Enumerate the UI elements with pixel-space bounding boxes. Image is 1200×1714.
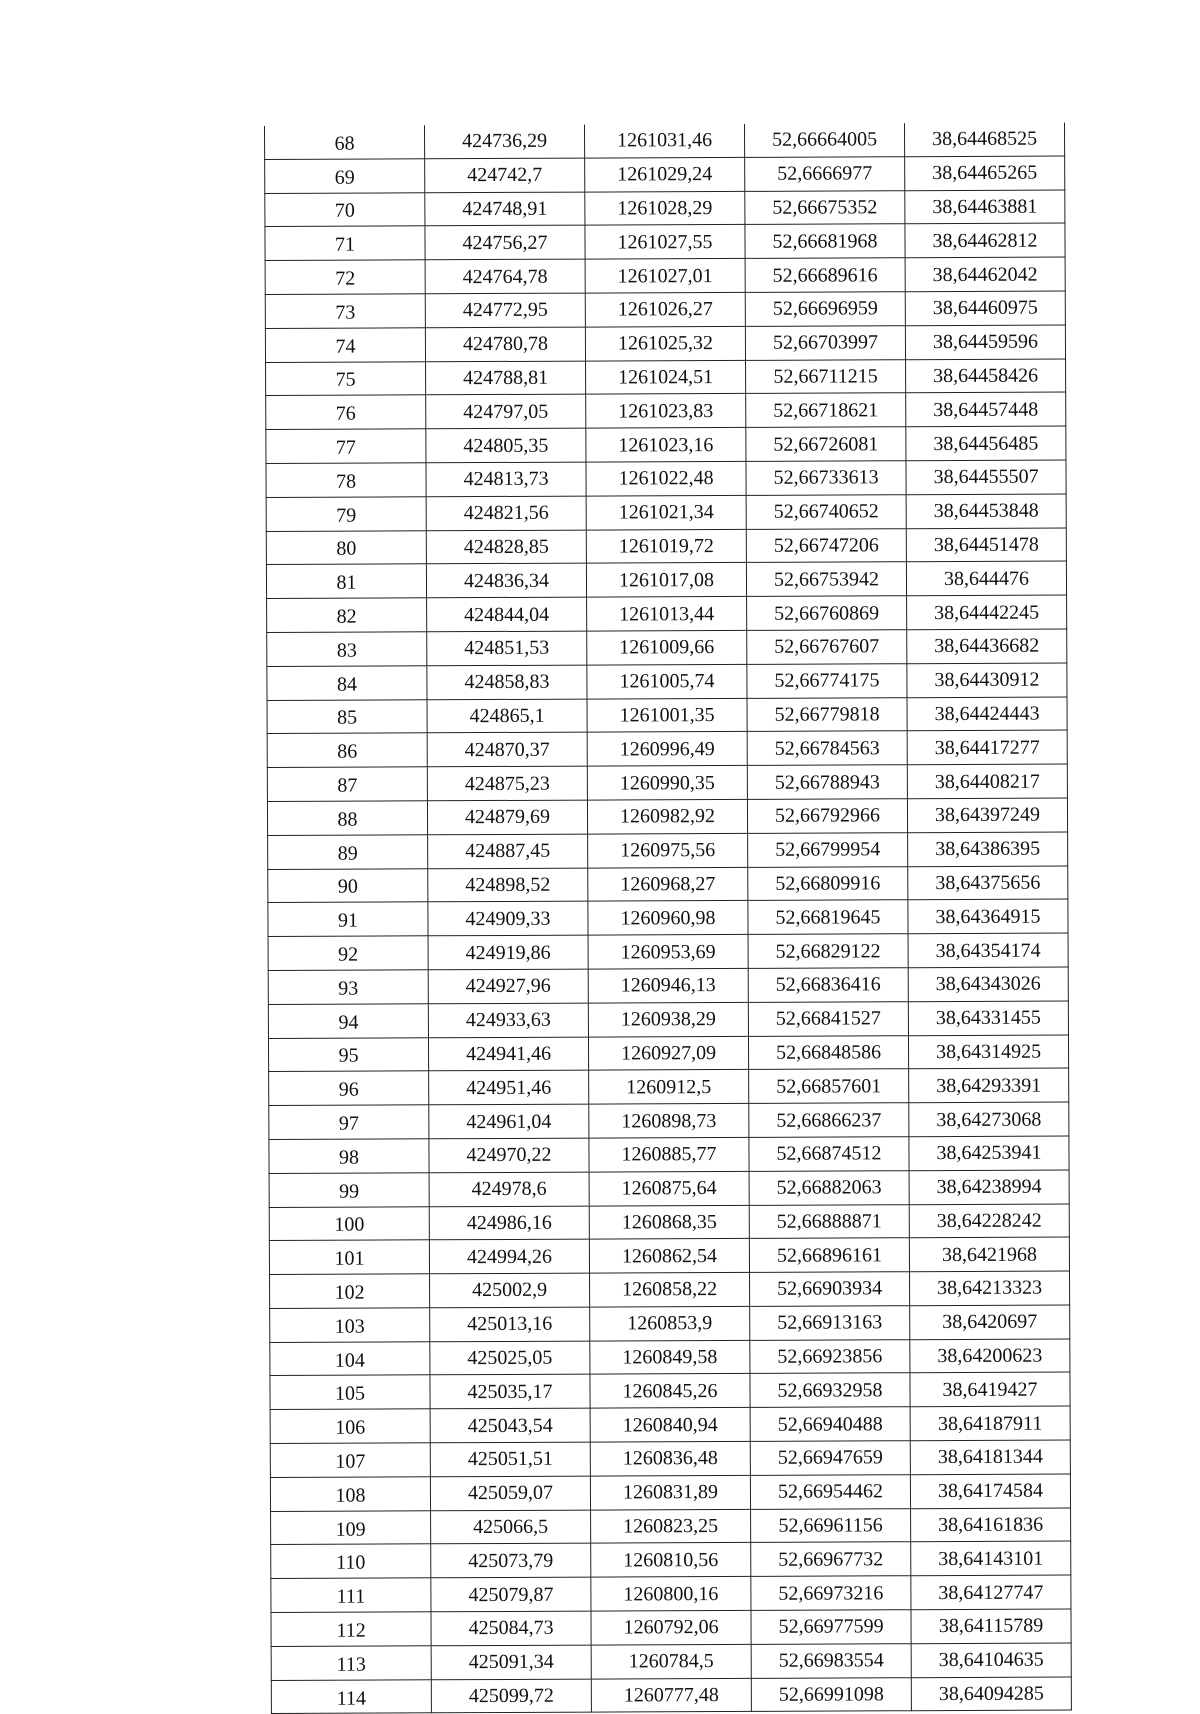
point-number-cell: 102 bbox=[270, 1274, 430, 1308]
table-row bbox=[268, 832, 1068, 869]
x-coordinate-cell: 424772,95 bbox=[425, 293, 585, 327]
longitude-cell: 38,644476 bbox=[906, 561, 1066, 595]
x-coordinate-cell: 425051,51 bbox=[430, 1442, 590, 1476]
y-coordinate-cell: 1261027,55 bbox=[585, 225, 745, 259]
latitude-cell: 52,66932958 bbox=[750, 1373, 910, 1407]
latitude-cell: 52,66733613 bbox=[746, 461, 906, 495]
table-row bbox=[269, 1203, 1069, 1240]
point-number-cell: 100 bbox=[269, 1206, 429, 1240]
table-row bbox=[265, 291, 1065, 328]
latitude-cell: 52,66718621 bbox=[746, 393, 906, 427]
table-row bbox=[268, 1035, 1068, 1072]
longitude-cell: 38,64314925 bbox=[908, 1035, 1068, 1069]
y-coordinate-cell: 1261026,27 bbox=[585, 292, 745, 326]
latitude-cell: 52,66973216 bbox=[751, 1576, 911, 1610]
longitude-cell: 38,64181344 bbox=[910, 1440, 1070, 1474]
x-coordinate-cell: 425099,72 bbox=[431, 1679, 591, 1713]
table-row bbox=[265, 325, 1065, 362]
point-number-cell: 81 bbox=[266, 564, 426, 598]
longitude-cell: 38,64459596 bbox=[905, 325, 1065, 359]
y-coordinate-cell: 1261005,74 bbox=[587, 664, 747, 698]
longitude-cell: 38,64397249 bbox=[907, 798, 1067, 832]
latitude-cell: 52,66675352 bbox=[745, 190, 905, 224]
x-coordinate-cell: 424986,16 bbox=[429, 1206, 589, 1240]
latitude-cell: 52,66711215 bbox=[746, 359, 906, 393]
latitude-cell: 52,66882063 bbox=[749, 1170, 909, 1204]
x-coordinate-cell: 424909,33 bbox=[428, 901, 588, 935]
point-number-cell: 92 bbox=[268, 936, 428, 970]
y-coordinate-cell: 1260912,5 bbox=[589, 1070, 749, 1104]
point-number-cell: 98 bbox=[269, 1139, 429, 1173]
latitude-cell: 52,66848586 bbox=[748, 1035, 908, 1069]
longitude-cell: 38,64468525 bbox=[904, 123, 1064, 157]
x-coordinate-cell: 424887,45 bbox=[428, 834, 588, 868]
point-number-cell: 90 bbox=[268, 868, 428, 902]
latitude-cell: 52,66664005 bbox=[744, 123, 904, 157]
longitude-cell: 38,64424443 bbox=[907, 697, 1067, 731]
table-row bbox=[270, 1339, 1070, 1376]
y-coordinate-cell: 1260868,35 bbox=[589, 1205, 749, 1239]
point-number-cell: 76 bbox=[266, 395, 426, 429]
longitude-cell: 38,64436682 bbox=[907, 629, 1067, 663]
x-coordinate-cell: 425066,5 bbox=[431, 1510, 591, 1544]
y-coordinate-cell: 1261027,01 bbox=[585, 259, 745, 293]
x-coordinate-cell: 425043,54 bbox=[430, 1408, 590, 1442]
y-coordinate-cell: 1261028,29 bbox=[585, 191, 745, 225]
table-row bbox=[267, 595, 1067, 632]
longitude-cell: 38,64161836 bbox=[911, 1508, 1071, 1542]
x-coordinate-cell: 425079,87 bbox=[431, 1577, 591, 1611]
x-coordinate-cell: 424898,52 bbox=[428, 868, 588, 902]
longitude-cell: 38,64187911 bbox=[910, 1406, 1070, 1440]
latitude-cell: 52,66977599 bbox=[751, 1610, 911, 1644]
longitude-cell: 38,6420697 bbox=[910, 1305, 1070, 1339]
table-row bbox=[267, 629, 1067, 666]
point-number-cell: 105 bbox=[270, 1375, 430, 1409]
x-coordinate-cell: 424851,53 bbox=[427, 631, 587, 665]
longitude-cell: 38,64354174 bbox=[908, 933, 1068, 967]
table-row bbox=[270, 1440, 1070, 1477]
longitude-cell: 38,64430912 bbox=[907, 663, 1067, 697]
longitude-cell: 38,64127747 bbox=[911, 1575, 1071, 1609]
latitude-cell: 52,6666977 bbox=[745, 157, 905, 191]
point-number-cell: 89 bbox=[268, 835, 428, 869]
x-coordinate-cell: 425002,9 bbox=[430, 1273, 590, 1307]
point-number-cell: 103 bbox=[270, 1308, 430, 1342]
point-number-cell: 74 bbox=[265, 328, 425, 362]
longitude-cell: 38,64462812 bbox=[905, 223, 1065, 257]
latitude-cell: 52,66836416 bbox=[748, 968, 908, 1002]
table-row bbox=[267, 663, 1067, 700]
point-number-cell: 99 bbox=[269, 1172, 429, 1206]
point-number-cell: 84 bbox=[267, 666, 427, 700]
y-coordinate-cell: 1260875,64 bbox=[589, 1171, 749, 1205]
x-coordinate-cell: 424870,37 bbox=[427, 732, 587, 766]
latitude-cell: 52,66866237 bbox=[749, 1103, 909, 1137]
longitude-cell: 38,64451478 bbox=[906, 528, 1066, 562]
y-coordinate-cell: 1260946,13 bbox=[588, 968, 748, 1002]
table-row bbox=[265, 123, 1065, 160]
latitude-cell: 52,66983554 bbox=[751, 1644, 911, 1678]
table-row bbox=[266, 460, 1066, 497]
latitude-cell: 52,66726081 bbox=[746, 427, 906, 461]
table-row bbox=[271, 1643, 1071, 1680]
point-number-cell: 91 bbox=[268, 902, 428, 936]
table-row bbox=[271, 1541, 1071, 1578]
y-coordinate-cell: 1260800,16 bbox=[591, 1577, 751, 1611]
coordinates-table-body bbox=[265, 123, 1072, 1714]
longitude-cell: 38,64273068 bbox=[909, 1102, 1069, 1136]
y-coordinate-cell: 1260975,56 bbox=[588, 833, 748, 867]
y-coordinate-cell: 1260996,49 bbox=[587, 732, 747, 766]
latitude-cell: 52,66947659 bbox=[750, 1441, 910, 1475]
point-number-cell: 87 bbox=[267, 767, 427, 801]
y-coordinate-cell: 1261023,16 bbox=[586, 428, 746, 462]
x-coordinate-cell: 424933,63 bbox=[428, 1003, 588, 1037]
y-coordinate-cell: 1260823,25 bbox=[591, 1509, 751, 1543]
point-number-cell: 79 bbox=[266, 497, 426, 531]
table-row bbox=[265, 190, 1065, 227]
x-coordinate-cell: 424788,81 bbox=[426, 361, 586, 395]
y-coordinate-cell: 1260968,27 bbox=[588, 867, 748, 901]
y-coordinate-cell: 1261009,66 bbox=[587, 630, 747, 664]
longitude-cell: 38,64463881 bbox=[905, 190, 1065, 224]
point-number-cell: 77 bbox=[266, 429, 426, 463]
y-coordinate-cell: 1260792,06 bbox=[591, 1610, 751, 1644]
longitude-cell: 38,64238994 bbox=[909, 1170, 1069, 1204]
latitude-cell: 52,66954462 bbox=[750, 1475, 910, 1509]
point-number-cell: 111 bbox=[271, 1578, 431, 1612]
table-row bbox=[268, 899, 1068, 936]
latitude-cell: 52,66788943 bbox=[747, 765, 907, 799]
longitude-cell: 38,64253941 bbox=[909, 1136, 1069, 1170]
y-coordinate-cell: 1260831,89 bbox=[590, 1475, 750, 1509]
point-number-cell: 82 bbox=[267, 598, 427, 632]
x-coordinate-cell: 424780,78 bbox=[425, 327, 585, 361]
longitude-cell: 38,64104635 bbox=[911, 1643, 1071, 1677]
x-coordinate-cell: 424919,86 bbox=[428, 935, 588, 969]
x-coordinate-cell: 424875,23 bbox=[427, 766, 587, 800]
x-coordinate-cell: 425091,34 bbox=[431, 1645, 591, 1679]
table-row bbox=[267, 798, 1067, 835]
y-coordinate-cell: 1261022,48 bbox=[586, 461, 746, 495]
table-row bbox=[266, 528, 1066, 565]
coordinates-table bbox=[264, 123, 1072, 1714]
latitude-cell: 52,66923856 bbox=[750, 1339, 910, 1373]
point-number-cell: 106 bbox=[270, 1409, 430, 1443]
x-coordinate-cell: 425013,16 bbox=[430, 1307, 590, 1341]
longitude-cell: 38,64465265 bbox=[905, 156, 1065, 190]
x-coordinate-cell: 425035,17 bbox=[430, 1375, 590, 1409]
y-coordinate-cell: 1260810,56 bbox=[591, 1543, 751, 1577]
longitude-cell: 38,64200623 bbox=[910, 1339, 1070, 1373]
latitude-cell: 52,66703997 bbox=[745, 325, 905, 359]
latitude-cell: 52,66799954 bbox=[748, 832, 908, 866]
table-row bbox=[268, 933, 1068, 970]
latitude-cell: 52,66784563 bbox=[747, 731, 907, 765]
longitude-cell: 38,64228242 bbox=[909, 1203, 1069, 1237]
latitude-cell: 52,66779818 bbox=[747, 697, 907, 731]
longitude-cell: 38,64460975 bbox=[905, 291, 1065, 325]
y-coordinate-cell: 1260982,92 bbox=[587, 799, 747, 833]
latitude-cell: 52,66857601 bbox=[749, 1069, 909, 1103]
table-row bbox=[267, 730, 1067, 767]
longitude-cell: 38,64455507 bbox=[906, 460, 1066, 494]
longitude-cell: 38,64442245 bbox=[907, 595, 1067, 629]
point-number-cell: 83 bbox=[267, 632, 427, 666]
point-number-cell: 75 bbox=[266, 361, 426, 395]
longitude-cell: 38,6421968 bbox=[909, 1237, 1069, 1271]
table-row bbox=[270, 1305, 1070, 1342]
table-row bbox=[269, 1102, 1069, 1139]
x-coordinate-cell: 424858,83 bbox=[427, 665, 587, 699]
latitude-cell: 52,66753942 bbox=[746, 562, 906, 596]
y-coordinate-cell: 1261023,83 bbox=[586, 394, 746, 428]
longitude-cell: 38,64143101 bbox=[911, 1541, 1071, 1575]
longitude-cell: 38,64386395 bbox=[908, 832, 1068, 866]
y-coordinate-cell: 1260853,9 bbox=[590, 1306, 750, 1340]
x-coordinate-cell: 424927,96 bbox=[428, 969, 588, 1003]
point-number-cell: 70 bbox=[265, 192, 425, 226]
latitude-cell: 52,66961156 bbox=[751, 1508, 911, 1542]
table-row bbox=[269, 1170, 1069, 1207]
point-number-cell: 69 bbox=[265, 159, 425, 193]
longitude-cell: 38,64094285 bbox=[911, 1677, 1071, 1711]
x-coordinate-cell: 424764,78 bbox=[425, 259, 585, 293]
longitude-cell: 38,6419427 bbox=[910, 1372, 1070, 1406]
x-coordinate-cell: 424813,73 bbox=[426, 462, 586, 496]
x-coordinate-cell: 424951,46 bbox=[429, 1070, 589, 1104]
y-coordinate-cell: 1261025,32 bbox=[585, 326, 745, 360]
x-coordinate-cell: 424879,69 bbox=[427, 800, 587, 834]
x-coordinate-cell: 425025,05 bbox=[430, 1341, 590, 1375]
table-row bbox=[265, 223, 1065, 260]
y-coordinate-cell: 1261017,08 bbox=[586, 563, 746, 597]
y-coordinate-cell: 1260858,22 bbox=[590, 1272, 750, 1306]
longitude-cell: 38,64115789 bbox=[911, 1609, 1071, 1643]
table-row bbox=[266, 359, 1066, 396]
latitude-cell: 52,66903934 bbox=[750, 1272, 910, 1306]
latitude-cell: 52,66767607 bbox=[747, 630, 907, 664]
point-number-cell: 108 bbox=[270, 1477, 430, 1511]
y-coordinate-cell: 1260840,94 bbox=[590, 1408, 750, 1442]
y-coordinate-cell: 1261021,34 bbox=[586, 495, 746, 529]
x-coordinate-cell: 424748,91 bbox=[425, 192, 585, 226]
point-number-cell: 113 bbox=[271, 1646, 431, 1680]
latitude-cell: 52,66774175 bbox=[747, 663, 907, 697]
x-coordinate-cell: 424836,34 bbox=[426, 563, 586, 597]
longitude-cell: 38,64364915 bbox=[908, 899, 1068, 933]
point-number-cell: 110 bbox=[271, 1544, 431, 1578]
point-number-cell: 78 bbox=[266, 463, 426, 497]
point-number-cell: 109 bbox=[271, 1510, 431, 1544]
table-row bbox=[268, 967, 1068, 1004]
latitude-cell: 52,66747206 bbox=[746, 528, 906, 562]
table-row bbox=[271, 1609, 1071, 1646]
latitude-cell: 52,66991098 bbox=[751, 1677, 911, 1711]
latitude-cell: 52,66792966 bbox=[747, 799, 907, 833]
y-coordinate-cell: 1260777,48 bbox=[591, 1678, 751, 1712]
latitude-cell: 52,66940488 bbox=[750, 1407, 910, 1441]
latitude-cell: 52,66967732 bbox=[751, 1542, 911, 1576]
y-coordinate-cell: 1261024,51 bbox=[586, 360, 746, 394]
table-row bbox=[268, 1001, 1068, 1038]
table-row bbox=[271, 1677, 1071, 1714]
y-coordinate-cell: 1260849,58 bbox=[590, 1340, 750, 1374]
x-coordinate-cell: 424978,6 bbox=[429, 1172, 589, 1206]
latitude-cell: 52,66874512 bbox=[749, 1137, 909, 1171]
y-coordinate-cell: 1260990,35 bbox=[587, 766, 747, 800]
point-number-cell: 101 bbox=[269, 1240, 429, 1274]
point-number-cell: 88 bbox=[267, 801, 427, 835]
y-coordinate-cell: 1260927,09 bbox=[588, 1036, 748, 1070]
point-number-cell: 71 bbox=[265, 226, 425, 260]
point-number-cell: 73 bbox=[265, 294, 425, 328]
y-coordinate-cell: 1261031,46 bbox=[584, 124, 744, 158]
table-row bbox=[271, 1575, 1071, 1612]
x-coordinate-cell: 424821,56 bbox=[426, 496, 586, 530]
table-row bbox=[269, 1136, 1069, 1173]
point-number-cell: 112 bbox=[271, 1612, 431, 1646]
table-row bbox=[266, 561, 1066, 598]
point-number-cell: 80 bbox=[266, 530, 426, 564]
longitude-cell: 38,64331455 bbox=[908, 1001, 1068, 1035]
table-row bbox=[265, 257, 1065, 294]
y-coordinate-cell: 1260960,98 bbox=[588, 901, 748, 935]
table-row bbox=[269, 1237, 1069, 1274]
y-coordinate-cell: 1260938,29 bbox=[588, 1002, 748, 1036]
y-coordinate-cell: 1260862,54 bbox=[589, 1239, 749, 1273]
y-coordinate-cell: 1260845,26 bbox=[590, 1374, 750, 1408]
x-coordinate-cell: 424844,04 bbox=[427, 597, 587, 631]
latitude-cell: 52,66829122 bbox=[748, 934, 908, 968]
point-number-cell: 94 bbox=[268, 1004, 428, 1038]
longitude-cell: 38,64375656 bbox=[908, 866, 1068, 900]
y-coordinate-cell: 1261013,44 bbox=[587, 597, 747, 631]
point-number-cell: 96 bbox=[269, 1071, 429, 1105]
x-coordinate-cell: 424961,04 bbox=[429, 1104, 589, 1138]
table-row bbox=[266, 494, 1066, 531]
table-row bbox=[265, 156, 1065, 193]
table-row bbox=[270, 1372, 1070, 1409]
y-coordinate-cell: 1260885,77 bbox=[589, 1137, 749, 1171]
table-row bbox=[270, 1406, 1070, 1443]
x-coordinate-cell: 424970,22 bbox=[429, 1138, 589, 1172]
table-row bbox=[269, 1068, 1069, 1105]
table-row bbox=[270, 1474, 1070, 1511]
table-row bbox=[266, 426, 1066, 463]
table-row bbox=[267, 764, 1067, 801]
y-coordinate-cell: 1261019,72 bbox=[586, 529, 746, 563]
x-coordinate-cell: 424736,29 bbox=[424, 125, 584, 159]
point-number-cell: 85 bbox=[267, 699, 427, 733]
y-coordinate-cell: 1260898,73 bbox=[589, 1104, 749, 1138]
point-number-cell: 107 bbox=[270, 1443, 430, 1477]
x-coordinate-cell: 424742,7 bbox=[425, 158, 585, 192]
x-coordinate-cell: 425084,73 bbox=[431, 1611, 591, 1645]
latitude-cell: 52,66760869 bbox=[747, 596, 907, 630]
longitude-cell: 38,64293391 bbox=[909, 1068, 1069, 1102]
longitude-cell: 38,64453848 bbox=[906, 494, 1066, 528]
table-row bbox=[271, 1508, 1071, 1545]
x-coordinate-cell: 424797,05 bbox=[426, 394, 586, 428]
longitude-cell: 38,64213323 bbox=[910, 1271, 1070, 1305]
longitude-cell: 38,64457448 bbox=[906, 392, 1066, 426]
y-coordinate-cell: 1260953,69 bbox=[588, 935, 748, 969]
table-row bbox=[266, 392, 1066, 429]
latitude-cell: 52,66819645 bbox=[748, 900, 908, 934]
x-coordinate-cell: 424805,35 bbox=[426, 428, 586, 462]
longitude-cell: 38,64417277 bbox=[907, 730, 1067, 764]
x-coordinate-cell: 424828,85 bbox=[426, 530, 586, 564]
point-number-cell: 95 bbox=[268, 1037, 428, 1071]
y-coordinate-cell: 1260836,48 bbox=[590, 1441, 750, 1475]
x-coordinate-cell: 424941,46 bbox=[428, 1037, 588, 1071]
longitude-cell: 38,64462042 bbox=[905, 257, 1065, 291]
longitude-cell: 38,64174584 bbox=[910, 1474, 1070, 1508]
latitude-cell: 52,66696959 bbox=[745, 292, 905, 326]
latitude-cell: 52,66740652 bbox=[746, 494, 906, 528]
x-coordinate-cell: 425073,79 bbox=[431, 1544, 591, 1578]
x-coordinate-cell: 424994,26 bbox=[429, 1239, 589, 1273]
longitude-cell: 38,64343026 bbox=[908, 967, 1068, 1001]
x-coordinate-cell: 424756,27 bbox=[425, 225, 585, 259]
x-coordinate-cell: 425059,07 bbox=[430, 1476, 590, 1510]
y-coordinate-cell: 1261029,24 bbox=[585, 157, 745, 191]
point-number-cell: 68 bbox=[265, 125, 425, 159]
latitude-cell: 52,66888871 bbox=[749, 1204, 909, 1238]
x-coordinate-cell: 424865,1 bbox=[427, 699, 587, 733]
point-number-cell: 104 bbox=[270, 1341, 430, 1375]
table-row bbox=[270, 1271, 1070, 1308]
longitude-cell: 38,64456485 bbox=[906, 426, 1066, 460]
point-number-cell: 86 bbox=[267, 733, 427, 767]
y-coordinate-cell: 1260784,5 bbox=[591, 1644, 751, 1678]
latitude-cell: 52,66809916 bbox=[748, 866, 908, 900]
table-row bbox=[268, 866, 1068, 903]
point-number-cell: 93 bbox=[268, 970, 428, 1004]
point-number-cell: 72 bbox=[265, 260, 425, 294]
latitude-cell: 52,66913163 bbox=[750, 1306, 910, 1340]
latitude-cell: 52,66689616 bbox=[745, 258, 905, 292]
latitude-cell: 52,66681968 bbox=[745, 224, 905, 258]
point-number-cell: 114 bbox=[271, 1679, 431, 1713]
table-row bbox=[267, 697, 1067, 734]
point-number-cell: 97 bbox=[269, 1105, 429, 1139]
longitude-cell: 38,64408217 bbox=[907, 764, 1067, 798]
latitude-cell: 52,66896161 bbox=[749, 1238, 909, 1272]
latitude-cell: 52,66841527 bbox=[748, 1001, 908, 1035]
longitude-cell: 38,64458426 bbox=[906, 359, 1066, 393]
y-coordinate-cell: 1261001,35 bbox=[587, 698, 747, 732]
